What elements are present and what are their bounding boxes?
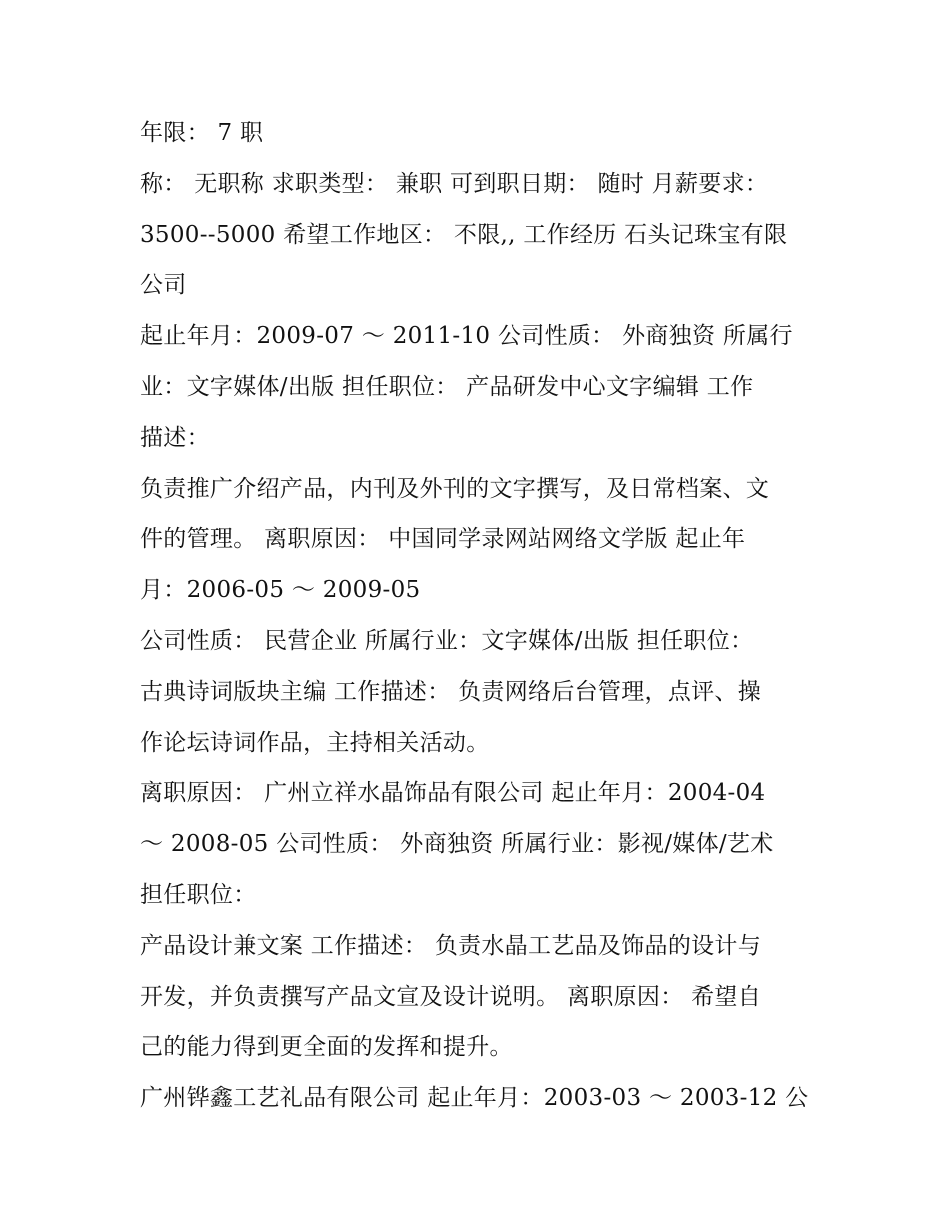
text-line-14: 离职原因： 广州立祥水晶饰品有限公司 起止年月：2004-04 bbox=[140, 780, 766, 807]
text-line-2: 称： 无职称 求职类型： 兼职 可到职日期： 随时 月薪要求： bbox=[140, 170, 769, 197]
text-line-3: 3500--5000 希望工作地区： 不限,, 工作经历 石头记珠宝有限 bbox=[140, 221, 788, 248]
text-line-17: 产品设计兼文案 工作描述： 负责水晶工艺品及饰品的设计与 bbox=[140, 932, 762, 959]
text-line-5: 起止年月：2009-07 ～ 2011-10 公司性质： 外商独资 所属行 bbox=[140, 323, 793, 350]
text-line-19: 己的能力得到更全面的发挥和提升。 bbox=[140, 1034, 513, 1061]
text-line-20: 广州铧鑫工艺礼品有限公司 起止年月：2003-03 ～ 2003-12 公 bbox=[140, 1085, 809, 1112]
text-line-4: 公司 bbox=[140, 272, 187, 299]
text-line-18: 开发，并负责撰写产品文宣及设计说明。 离职原因： 希望自 bbox=[140, 983, 762, 1010]
text-line-8: 负责推广介绍产品，内刊及外刊的文字撰写，及日常档案、文 bbox=[140, 475, 770, 502]
text-line-10: 月：2006-05 ～ 2009-05 bbox=[140, 577, 421, 604]
text-line-15: ～ 2008-05 公司性质： 外商独资 所属行业：影视/媒体/艺术 bbox=[140, 831, 774, 858]
text-line-1: 年限： 7 职 bbox=[140, 120, 264, 146]
text-line-12: 古典诗词版块主编 工作描述： 负责网络后台管理，点评、操 bbox=[140, 678, 762, 705]
text-line-7: 描述： bbox=[140, 424, 210, 451]
text-line-6: 业：文字媒体/出版 担任职位： 产品研发中心文字编辑 工作 bbox=[140, 373, 754, 400]
text-line-16: 担任职位： bbox=[140, 881, 257, 908]
text-line-13: 作论坛诗词作品，主持相关活动。 bbox=[140, 729, 490, 756]
text-line-11: 公司性质： 民营企业 所属行业：文字媒体/出版 担任职位： bbox=[140, 627, 754, 654]
resume-text-block bbox=[140, 108, 830, 1124]
text-line-9: 件的管理。 离职原因： 中国同学录网站网络文学版 起止年 bbox=[140, 526, 746, 553]
